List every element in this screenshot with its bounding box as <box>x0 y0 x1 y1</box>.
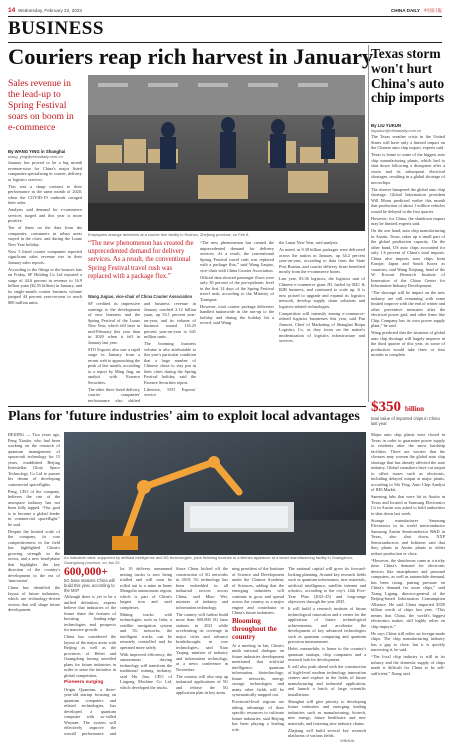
bottom-rule <box>8 406 366 407</box>
paragraph: It will also push ahead with the construction of high-level modern technology innovation centers and explore in the fields of future manufacturing and industrial application, and launch a batch of large scientific installations. <box>288 664 366 697</box>
lead-column-3 <box>144 301 196 402</box>
lead-column-5 <box>279 240 365 402</box>
paragraph: Ten of them on the data from the companies, consumers in urban areas stayed in the cities, and during the Lunar New Year holiday. <box>8 225 82 247</box>
paragraph: SF credited its impressive earnings to the development of new business and the Spring Festival of the Lunar New Year, which fell later in mid-February this year than in 2020 when it fell in January last year. <box>88 301 140 345</box>
paragraph: Hefei, meanwhile, is home to the country's quantum startups, chip companies and a research hub for development. <box>288 646 366 662</box>
paragraph: China has identified the layout of future industries, which are technology-driven sectors that will shape future development. <box>8 585 60 612</box>
paragraph: Analysts said demand for e-commerce services surged and this year is more positive. <box>8 207 82 223</box>
paragraph: Zhejiang will build several key research platforms of various fields. <box>288 727 366 737</box>
issue-date: Wednesday, February 22, 2023 <box>18 8 82 13</box>
paragraph: Competition will intensify among e-commerce-related logistics businesses this year, said Pan Jianwei, Chief of Marketing of Shanghai Ruipu Logistics Co, as they focus on the nation's modernization of logistics infrastructure and services. <box>279 310 365 343</box>
paragraph: and business revenue in January reached 2.12 billion yuan, up 53.1 percent year-on-year, and its volume of business soared 116.25 percent year-on-year to 641 million units. <box>144 301 196 339</box>
bottom-column-2 <box>64 594 116 737</box>
side-column-top <box>371 134 445 394</box>
lead-photo-caption: Employees arrange deliveries at a courier firm facility in Huzhou, Zhejiang province, on Feb 8. <box>88 232 250 237</box>
side-column-bottom <box>371 432 445 737</box>
paragraph: Since China kicked off the construction of 5G networks in 2019, 5G technology has been embedded in all industrial sectors across China, said Miao Wei, minister of industry and information technology. <box>176 566 228 610</box>
lead-column-4 <box>200 240 274 402</box>
paragraph: China has considered the layout of the major areas with Beijing as well as the provinces of Hebei and Guangdong having unveiled plans for future industries in order to seize the initiative in global competition. <box>64 634 116 678</box>
paragraph: The other three listed delivery courier companies' performance also shifted <box>88 386 140 402</box>
bottom-column-1 <box>8 432 60 737</box>
paragraph: Mining trucks with technologies such as lidar, a satellite navigation system and 5G networks, the intelligent trucks can be remotely controlled and be operated more safely. <box>120 611 172 650</box>
lead-pull-quote-attribution: Wang Jugiao, vice-chair of China Courier Association <box>88 294 193 299</box>
lead-headline: Couriers reap rich harvest in January <box>8 44 374 69</box>
paragraph: Storage manufacturer Samsung Electronics in its world semiconductor Samsung Austin Semiconductor R&D in Texas, also shut down, NXP Semiconductors and Infineon said that they plants in Austin plants to either reduce production or close. <box>371 517 445 556</box>
side-byline-name: By LIU YUKUN <box>371 123 402 128</box>
lead-pull-quote: “The new phenomenon has created the unprecedented demand for delivery services. As a result, the conventional Spring Festival travel rush was replaced with a package flux.” <box>88 240 194 280</box>
side-byline-email: liuyukun@chinadaily.com.cn <box>371 128 422 133</box>
lead-column-1 <box>8 160 82 402</box>
paragraph: The country will also step up industrial applications of 5G and release the 5G application plan in key areas. <box>176 673 228 695</box>
lead-byline-email: wang_ying@chinadaily.com.cn <box>8 154 63 159</box>
paragraph: The booming business volume is also attributable to this year's particular condition that a large number of Chinese chose to stay put in their cities during the Spring Festival holiday, said the Essence Securities report. <box>144 341 196 385</box>
lead-deck: Sales revenue in the lead-up to Spring Festival soars on boom in e-commerce <box>8 78 74 133</box>
paragraph: This was a sharp contrast to their performance in the same month of 2020, when the COVID-19 outbreak ravaged their sales. <box>8 183 82 205</box>
subhead-pioneers: Pioneers surging <box>64 679 104 685</box>
paragraph: However, for China, the shutdown impact may be limited, experts said. <box>371 215 445 226</box>
side-stat-label: billion <box>405 405 425 413</box>
paragraph: Texas is home to some of the biggest auto chip manufacturing plants, which had to shut down following a disruption after a storm and its subsequent electrical shortages, resulting in a global shortage of microchips. <box>371 152 445 185</box>
paragraph: He says China still relies on foreign-made chips. The chip manufacturing industry has a gap to close, but it is quickly narrowing it, he said. <box>371 630 445 652</box>
subhead-blooming: Blooming throughout the country <box>232 617 277 641</box>
lead-photo <box>88 75 365 231</box>
bottom-headline: Plans for 'future industries' aim to exploit local advantages <box>8 409 360 424</box>
paragraph: The country will further build more than 600,000 5G base stations in 2021 while accelerating its coverage in major cities and advance breakthroughs in core technologies, said Xiao Yaqing, minister of industry and information technology, at a news conference in November. <box>176 611 228 672</box>
paragraph: Peng, CEO of the company, believes the rise of the aerospace industry has not been fully tapped. “Our goal is to become a global leader in commercial spaceflight,” he said. <box>8 488 60 527</box>
side-stat-block <box>371 398 445 426</box>
section-rule <box>8 42 442 43</box>
paragraph: Major auto chip plants were closed in Texas in order to guarantee power supply to residents after the snow hardship facilities. There are worries that the closures may worsen the global auto chip shortage that has already affected the auto industry. Global carmakers have cut output to offset issues such as electronic, including delayed output at major plants, according to Shi Ying, Auto Chip Analyst of IHS Markit. <box>371 432 445 492</box>
page-number: 14 <box>8 7 16 14</box>
paragraph: Likewise, STO Express' service <box>144 386 196 397</box>
paragraph: Provincial-level regions are taking advantage of their specific resources to cultivate future industries, said Beijing has been playing a leading role. <box>232 699 284 732</box>
side-stat-value: $350 <box>371 399 401 415</box>
paragraph: Despite the limited scale of the company, its core competitiveness in the field has highlighted China's growing strength in the sector, and a new head-phase that highlights the key direction of the country's development in the era of 'innovation'. <box>8 528 60 583</box>
bottom-stat-block <box>64 566 116 593</box>
side-stat-desc: total value of imported chips in China last year <box>371 416 440 426</box>
paper-name-cn: 中国日报 <box>423 8 442 13</box>
bottom-stat-value: 600,000+ <box>64 566 108 578</box>
lead-byline-name: By WANG YING in Shanghai <box>8 149 66 154</box>
paragraph: lot 10 delivery unmanned mining trucks is now being trialled and will soon be rolled out to a mine in Inner Mongolia autonomous region, which is part of China's largest iron and steel complexes. <box>120 566 172 610</box>
paragraph: Official data showed passenger flows were only 30 percent of the pre-epidemic level in the first 14 days of the Spring Festival travel rush, according to the Ministry of Transport. <box>200 274 274 302</box>
paragraph: “The new phenomenon has created the unprecedented demand for delivery services. As a result, the conventional Spring Festival travel rush was replaced with a package flux,” said Wang Jiaqiao, vice-chair with China Courier Association. <box>200 240 274 273</box>
paragraph: On the one hand, auto chip manufacturing in Austin, Texas, takes up a small part of the global production capacity. On the other hand, US auto chips accounted for only 1.6 percent of China's total imports. China also imports auto chips from Europe, Japan and South Korea as countries, said Wang Xinjiang, head of the W. Kowart Research Institute of Innovation of the China Center for Information Industry Development. <box>371 228 445 288</box>
paragraph: “However, the shutdowns came at a tricky time. China's demand for electronic devices like smartphones and personal computers, as well as automobile demand, has been rising, putting pressure on China's demand for more chips,” said Xiang Ligang, director-general of the Beijing-based Information Consumption Alliance. He said China imported $350 billion worth of chips last year. “This means that China, the world's biggest electronics maker, still highly relies on chip imports.” <box>371 557 445 629</box>
paragraph: Although there is yet to be a unified definition, experts believe that industries of the future share the features of boosting leading-edge technologies and prospects for massive growth. <box>64 594 116 632</box>
paragraph: “The shortage will be impact on the new industry are still remaining with some limited improve with the end of winter and other preventive measures after the electrical power grid, and other firms like Chip Company has its own power supply plant,” he said. <box>371 290 445 328</box>
masthead-rule <box>8 16 442 17</box>
paragraph: Shanghai will give priority to developing future industries and emerging leading industries such as manufacturing, biotech, new energy, future healthcare and new materials, and fostering new industry chains. <box>288 698 366 726</box>
side-divider <box>368 45 369 402</box>
lead-byline <box>8 149 82 159</box>
paragraph: Samsung fabs that were hit in Austin in Texas and located at Samsung Electronics Co in Austin was asked to hold authorities to shut down last week. <box>371 494 445 516</box>
bottom-agency-credit: XINHUA <box>340 739 355 743</box>
bottom-column-4 <box>176 566 228 737</box>
paragraph: ning president of the Institute of Science and Development under the Chinese Academy of Sciences, adding that the emerging industries will continue to grow and spread across the country as a major engine and contributor to China's future industries. <box>232 566 284 615</box>
warehouse-photo-illustration <box>88 75 365 231</box>
paragraph: The national capital will grow its forward-looking planning. Around key research fields such as quantum information, new materials, artificial intelligence, satellite internet and robotics, according to the city's 14th Five-Year Plan (2021-25) and long-range objectives through the year 2035. <box>288 566 366 604</box>
paragraph: Last year, 83.36 logistics, the logistics unit of Chinese e-commerce giant JD, fueled by B2C & B2B business, and continued to scale up. It is now poised to upgrade and expand its logistics network, develop supply chain solutions and logistics-related technologies. <box>279 276 365 309</box>
paragraph: Origin Quantum, a three-year-old startup focusing on quantum computers and related technologies, has developed a quantum computer with so-called Wuyuan. The system will effectively improve the overall performance and <box>64 686 116 736</box>
paragraph: Wang predicted that the situation of global auto chip shortage will largely improve in the third quarter of this year, as some of production would take three or four months to complete. <box>371 330 445 357</box>
bottom-photo-caption: An industrial robot, supported by artificial intelligence and 5G technologies, joins finishing touches to a kitchen appliance at a smart manufacturing facility in Guangzhou, Guangdong province, on Jan 20. <box>64 555 353 565</box>
paragraph: With improved efficiency, the autonomous driving technology will transform the traditional mining industry, said Hu Jiao, CEO of Liugong Machine Co Ltd, which developed the trucks. <box>120 651 172 690</box>
side-byline <box>371 123 445 133</box>
paper-name: CHINA DAILY <box>390 8 420 13</box>
paragraph: However, total courier package deliveries handled nationwide in the run-up to the holiday and during the holiday hit a record, said Wang. <box>200 303 274 325</box>
paragraph: the Lunar New Year, said analysts. <box>279 240 339 245</box>
lead-column-2 <box>88 301 140 402</box>
paragraph: It will build a research institute of future technological innovation and a center for the application of future technological achievements, and accelerate the development of key advanced technologies such as quantum computing and quantum precision measurement. <box>288 606 366 644</box>
paragraph: BEIJING — Two years ago, Peng Xiaoke, who had been working on the research of quantum management of spacecraft technology for 15 years, established Beijing Interstellar Glory Space Technology Co Ltd to pursue his dream of developing commercial spaceflights. <box>8 432 60 487</box>
paragraph: “The local chip industry is still in its infancy and the domestic supply of chips made it difficult for China to be self-sufficient,” Xiang said. <box>371 654 445 676</box>
bottom-column-6b <box>288 566 366 737</box>
bottom-column-5 <box>232 566 284 737</box>
paragraph: STO Express also saw a rapid surge in January from a recent web to approaching the peak of last month, according to a report by Ming Jing, an analyst with Essence Securities. <box>88 346 140 385</box>
paragraph: The Texas weather crisis in the United States will have only a limited impact on the Chinese auto chip import, experts said. <box>371 134 445 150</box>
side-headline: Texas storm won't hurt China's auto chip imports <box>371 46 445 106</box>
paragraph: At a meeting in Jan, China's ninth national dialogue on future industries development mentioned that artificial intelligence, quantum information, biotechnology, future networks, energy storage technologies and many other fields will be systematically mapped out. <box>232 642 284 697</box>
paragraph: According to the filings to the bourses late on Friday, SF Holding Co Ltd reported a surge of 44.6 percent in revenue to 16.9 billion yuan ($2.55 billion) in January, and its single-month courier business volume jumped 44 percent year-on-year to reach 800 million units. <box>8 266 82 305</box>
bottom-column-3 <box>120 566 172 737</box>
bottom-photo <box>64 432 366 555</box>
paragraph: The shower hampered the global auto chip shortage, Global Information president Will Moon predicted earlier this month that production of about 1 million vehicles would be delayed in the first quarter. <box>371 186 445 214</box>
paragraph: January has proved to be a big month revenue-wise for China's major listed companies specializing in courier, delivery or logistics services. <box>8 160 82 182</box>
robot-arm-photo-illustration <box>64 432 366 555</box>
bottom-stat-desc: 5G base stations China will build this year, according to the MIIT <box>64 578 115 593</box>
section-title: BUSINESS <box>8 18 104 39</box>
paragraph: As noted, as 9.38 billion packages were delivered across the nation in January, up 34.2 percent year-on-year, according to data from the State Post Bureau, and courier delivery firms benefited mostly from the e-commerce boom. <box>279 247 365 274</box>
paragraph: Now 5 listed courier companies reported significant sales revenue rise in their January sales reports. <box>8 248 82 265</box>
